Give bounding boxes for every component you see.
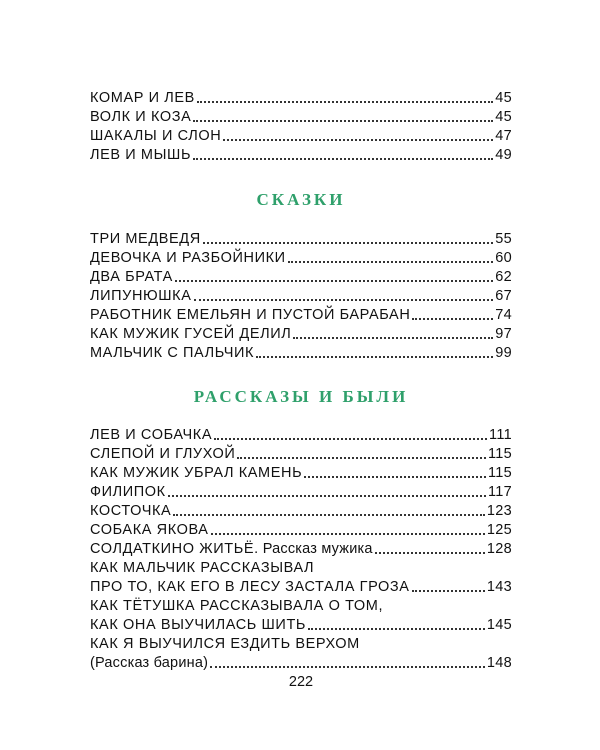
- dot-leader: [197, 101, 493, 103]
- entry-title: КАК Я ВЫУЧИЛСЯ ЕЗДИТЬ ВЕРХОМ: [90, 636, 360, 652]
- entry-title: КАК ТЁТУШКА РАССКАЗЫВАЛА О ТОМ,: [90, 598, 384, 614]
- toc-entry: [90, 87, 512, 107]
- dot-leader: [193, 158, 493, 160]
- entry-page: 115: [487, 446, 512, 462]
- entry-page: 143: [486, 579, 512, 595]
- entry-title: ШАКАЛЫ И СЛОН: [90, 128, 222, 144]
- entry-page: 115: [487, 465, 512, 481]
- entry-title: ФИЛИПОК: [90, 484, 166, 500]
- entry-title: КОМАР И ЛЕВ: [90, 90, 195, 106]
- entry-page: 49: [495, 147, 512, 163]
- dot-leader: [193, 120, 493, 122]
- toc-entry-first-line: [90, 595, 512, 615]
- toc-page: [90, 0, 512, 750]
- entry-title: ЛЕВ И СОБАЧКА: [90, 427, 213, 443]
- entry-page: 67: [495, 288, 512, 304]
- toc-entry: [90, 144, 512, 164]
- entry-page: 123: [486, 503, 512, 519]
- toc-entry: [90, 462, 512, 482]
- entry-page: 74: [495, 307, 512, 323]
- toc-entry: [90, 500, 512, 520]
- entry-title: КАК ОНА ВЫУЧИЛАСЬ ШИТЬ: [90, 617, 307, 633]
- dot-leader: [168, 495, 486, 497]
- entry-page: 111: [489, 427, 512, 443]
- section-heading-skazki: СКАЗКИ: [256, 190, 346, 209]
- entry-title: ВОЛК И КОЗА: [90, 109, 192, 125]
- dot-leader: [173, 514, 485, 516]
- dot-leader: [256, 356, 493, 358]
- toc-entry: [90, 443, 512, 463]
- entry-title: ДВА БРАТА: [90, 269, 173, 285]
- dot-leader: [288, 261, 494, 263]
- dot-leader: [211, 533, 485, 535]
- toc-entry: [90, 285, 512, 305]
- toc-entry: [90, 652, 512, 672]
- dot-leader: [308, 628, 485, 630]
- toc-entry: [90, 519, 512, 539]
- dot-leader: [412, 590, 485, 592]
- entry-title: СОБАКА ЯКОВА: [90, 522, 209, 538]
- entry-page: 128: [486, 541, 512, 557]
- entry-page: 45: [495, 109, 512, 125]
- dot-leader: [175, 280, 493, 282]
- entry-title: ЛИПУНЮШКА: [90, 288, 192, 304]
- entry-title: КОСТОЧКА: [90, 503, 172, 519]
- entry-title: КАК МАЛЬЧИК РАССКАЗЫВАЛ: [90, 560, 315, 576]
- entry-title: ЛЕВ И МЫШЬ: [90, 147, 192, 163]
- dot-leader: [210, 666, 485, 668]
- toc-entry: [90, 125, 512, 145]
- entry-page: 45: [495, 90, 512, 106]
- toc-entry: [90, 228, 512, 248]
- toc-entry: [90, 304, 512, 324]
- toc-entry: [90, 342, 512, 362]
- dot-leader: [194, 299, 494, 301]
- entry-title: ТРИ МЕДВЕДЯ: [90, 231, 201, 247]
- dot-leader: [304, 476, 486, 478]
- entry-page: 55: [495, 231, 512, 247]
- dot-leader: [412, 318, 493, 320]
- toc-entry: [90, 538, 512, 558]
- toc-entry: [90, 106, 512, 126]
- dot-leader: [375, 552, 485, 554]
- entry-page: 97: [495, 326, 512, 342]
- entry-title: КАК МУЖИК УБРАЛ КАМЕНЬ: [90, 465, 303, 481]
- toc-entry: [90, 424, 512, 444]
- dot-leader: [203, 242, 493, 244]
- entry-page: 117: [487, 484, 512, 500]
- dot-leader: [214, 438, 487, 440]
- entry-title: ДЕВОЧКА И РАЗБОЙНИКИ: [90, 250, 286, 266]
- entry-title: МАЛЬЧИК С ПАЛЬЧИК: [90, 345, 255, 361]
- toc-entry: [90, 614, 512, 634]
- toc-entry-first-line: [90, 633, 512, 653]
- entry-title: ПРО ТО, КАК ЕГО В ЛЕСУ ЗАСТАЛА ГРОЗА: [90, 579, 410, 595]
- dot-leader: [223, 139, 493, 141]
- dot-leader: [293, 337, 493, 339]
- toc-entry: [90, 323, 512, 343]
- toc-entry: [90, 247, 512, 267]
- entry-page: 60: [495, 250, 512, 266]
- entry-page: 99: [495, 345, 512, 361]
- entry-title: (Рассказ барина): [90, 655, 209, 671]
- toc-entry: [90, 481, 512, 501]
- page-number: 222: [288, 674, 314, 690]
- entry-page: 62: [495, 269, 512, 285]
- entry-page: 47: [495, 128, 512, 144]
- entry-page: 148: [486, 655, 512, 671]
- section-heading-rasskazy: РАССКАЗЫ И БЫЛИ: [193, 387, 409, 406]
- toc-entry-first-line: [90, 557, 512, 577]
- dot-leader: [237, 457, 486, 459]
- entry-title: СЛЕПОЙ И ГЛУХОЙ: [90, 446, 236, 462]
- toc-entry: [90, 576, 512, 596]
- entry-title: КАК МУЖИК ГУСЕЙ ДЕЛИЛ: [90, 326, 292, 342]
- entry-subtitle: Рассказ мужика: [262, 541, 373, 557]
- toc-entry: [90, 266, 512, 286]
- entry-page: 125: [486, 522, 512, 538]
- entry-title: РАБОТНИК ЕМЕЛЬЯН И ПУСТОЙ БАРАБАН: [90, 307, 411, 323]
- entry-title: СОЛДАТКИНО ЖИТЬЁ.: [90, 541, 259, 557]
- entry-page: 145: [486, 617, 512, 633]
